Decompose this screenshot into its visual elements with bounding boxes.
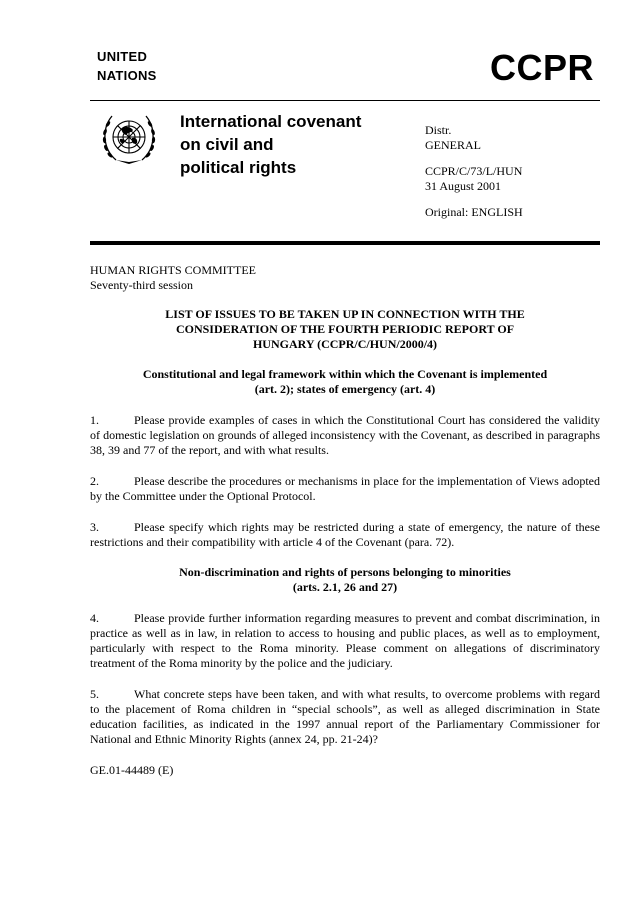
section-heading-non-discrimination xyxy=(90,565,600,595)
paragraph-4 xyxy=(90,611,600,671)
document-body xyxy=(90,263,600,778)
un-emblem-icon xyxy=(98,108,160,168)
org-name xyxy=(97,47,157,85)
document-symbol-large: CCPR xyxy=(490,47,595,88)
distribution-block xyxy=(425,123,523,220)
main-heading-line2: CONSIDERATION OF THE FOURTH PERIODIC REPORT OF xyxy=(175,322,515,336)
section-heading-constitutional xyxy=(90,367,600,397)
paragraph-1 xyxy=(90,413,600,458)
doc-date: 31 August 2001 xyxy=(425,179,502,193)
committee-session: Seventy-third session xyxy=(90,278,193,292)
paragraph-number: 5. xyxy=(90,687,99,701)
section-heading-line2: (art. 2); states of emergency (art. 4) xyxy=(254,382,436,396)
covenant-title-line3: political rights xyxy=(180,158,297,177)
doc-symbol: CCPR/C/73/L/HUN xyxy=(425,164,523,178)
paragraph-number: 2. xyxy=(90,474,99,488)
header-rule-bottom xyxy=(90,241,600,245)
covenant-title-line1: International covenant xyxy=(180,112,362,131)
committee-name: HUMAN RIGHTS COMMITTEE xyxy=(90,263,256,277)
paragraph-number: 3. xyxy=(90,520,99,534)
paragraph-3 xyxy=(90,520,600,550)
section-heading-line1: Non-discrimination and rights of persons belonging to minorities xyxy=(179,565,511,579)
paragraph-number: 1. xyxy=(90,413,99,427)
committee-info xyxy=(90,263,600,293)
section-heading-line2: (arts. 2.1, 26 and 27) xyxy=(292,580,398,594)
covenant-title xyxy=(180,110,361,179)
covenant-title-line2: on civil and xyxy=(180,135,274,154)
header-rule-top xyxy=(90,100,600,101)
distr-level: GENERAL xyxy=(425,138,481,152)
section-heading-line1: Constitutional and legal framework within which the Covenant is implemented xyxy=(142,367,548,381)
paragraph-text: Please specify which rights may be restricted during a state of emergency, the nature of these restrictions and their compatibility with article 4 of the Covenant (para. 72). xyxy=(90,520,600,549)
main-heading-line1: LIST OF ISSUES TO BE TAKEN UP IN CONNECTION WITH THE xyxy=(165,307,525,321)
paragraph-number: 4. xyxy=(90,611,99,625)
org-name-line2: NATIONS xyxy=(97,68,157,83)
paragraph-text: Please provide further information regarding measures to prevent and combat discrimination, in practice as well as in law, in relation to access to housing and public places, as well as to employment, particularly with respect to the Roma minority. Please comment on allegations of discriminatory treatment of the Roma minority by the police and the judiciary. xyxy=(90,611,600,670)
paragraph-2 xyxy=(90,474,600,504)
document-number: GE.01-44489 (E) xyxy=(90,763,174,777)
main-heading xyxy=(90,307,600,352)
distr-label: Distr. xyxy=(425,123,452,137)
paragraph-text: What concrete steps have been taken, and with what results, to overcome problems with regard to the placement of Roma children in “special schools”, as well as alleged discrimination in State education facilities, as indicated in the 1997 annual report of the Parliamentary Commissioner for National and Ethnic Minority Rights (annex 24, pp. 21-24)? xyxy=(90,687,600,746)
main-heading-line3: HUNGARY (CCPR/C/HUN/2000/4) xyxy=(252,337,438,351)
org-name-line1: UNITED xyxy=(97,49,148,64)
paragraph-text: Please describe the procedures or mechanisms in place for the implementation of Views adopted by the Committee under the Optional Protocol. xyxy=(90,474,600,503)
paragraph-text: Please provide examples of cases in which the Constitutional Court has considered the validity of domestic legislation on grounds of alleged inconsistency with the Covenant, as described in paragraphs 38, 39 and 77 of the report, and with what results. xyxy=(90,413,600,457)
paragraph-5 xyxy=(90,687,600,747)
original-language: Original: ENGLISH xyxy=(425,205,523,219)
